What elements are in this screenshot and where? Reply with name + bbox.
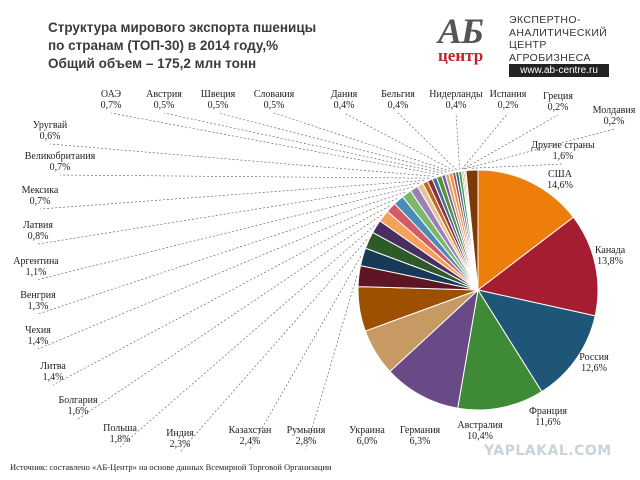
leader-line bbox=[398, 113, 457, 170]
leader-line bbox=[164, 113, 443, 173]
slice-label: США bbox=[548, 169, 572, 180]
leader-line bbox=[111, 113, 438, 175]
slice-label: ОАЭ bbox=[100, 89, 122, 100]
slice-value-label: 0,4% bbox=[333, 100, 355, 111]
slice-value-label: 6,3% bbox=[409, 436, 431, 447]
slice-value-label: 11,6% bbox=[535, 417, 561, 428]
slice-label: Молдавия bbox=[592, 105, 636, 116]
logo-mark-text: АБ bbox=[438, 11, 483, 51]
slice-value-label: 0,5% bbox=[153, 100, 175, 111]
slice-label: Дания bbox=[330, 89, 358, 100]
slice-label: Венгрия bbox=[20, 290, 56, 301]
slice-value-label: 6,0% bbox=[356, 436, 378, 447]
slice-value-label: 1,4% bbox=[42, 372, 64, 383]
slice-label: Латвия bbox=[22, 220, 54, 231]
leader-line bbox=[344, 113, 454, 171]
slice-value-label: 0,5% bbox=[207, 100, 229, 111]
slice-value-label: 1,4% bbox=[27, 336, 49, 347]
slice-value-label: 12,6% bbox=[581, 363, 607, 374]
leader-line bbox=[472, 164, 563, 168]
slice-label: Бельгия bbox=[381, 89, 415, 100]
slice-value-label: 10,4% bbox=[467, 431, 493, 442]
slice-label: Греция bbox=[543, 91, 573, 102]
source-note: Источник: составлено «АБ-Центр» на основе данных Всемирной Торговой Организации bbox=[10, 462, 332, 472]
slice-value-label: 0,7% bbox=[49, 162, 71, 173]
slice-value-label: 2,3% bbox=[169, 439, 191, 450]
slice-label: Словакия bbox=[253, 89, 295, 100]
logo-line1: ЭКСПЕРТНО- bbox=[509, 14, 581, 26]
slice-value-label: 1,6% bbox=[552, 151, 574, 162]
slice-value-label: 1,8% bbox=[109, 434, 131, 445]
logo-line2: АНАЛИТИЧЕСКИЙ bbox=[509, 26, 608, 39]
slice-value-label: 0,6% bbox=[39, 131, 61, 142]
logo-line4: АГРОБИЗНЕСА bbox=[509, 51, 591, 64]
leader-line bbox=[274, 113, 450, 171]
chart-title-line2: по странам (ТОП-30) в 2014 году,% bbox=[48, 38, 279, 53]
leader-line bbox=[456, 113, 460, 169]
slice-label: Швеция bbox=[200, 89, 236, 100]
leader-line bbox=[462, 113, 508, 169]
watermark: YAPLAKAL.COM bbox=[484, 443, 612, 459]
slice-label: Нидерланды bbox=[429, 89, 483, 100]
slice-label: Индия bbox=[166, 428, 194, 439]
slice-label: Казахстан bbox=[228, 425, 272, 436]
leader-line bbox=[78, 215, 382, 419]
slice-value-label: 0,2% bbox=[547, 102, 569, 113]
slice-label: Румыния bbox=[286, 425, 326, 436]
slice-value-label: 0,7% bbox=[100, 100, 122, 111]
leader-line bbox=[218, 113, 447, 172]
slice-value-label: 1,3% bbox=[27, 301, 49, 312]
slice-value-label: 1,1% bbox=[25, 267, 47, 278]
slice-value-label: 0,7% bbox=[29, 196, 51, 207]
slice-label: Болгария bbox=[58, 395, 98, 406]
slice-label: Мексика bbox=[21, 185, 59, 196]
slice-value-label: 2,4% bbox=[239, 436, 261, 447]
leader-line bbox=[250, 256, 361, 449]
slice-value-label: 0,4% bbox=[387, 100, 409, 111]
slice-label: Канада bbox=[594, 245, 626, 256]
slice-label: Испания bbox=[489, 89, 527, 100]
chart-title-line3: Общий объем – 175,2 млн тонн bbox=[48, 56, 257, 71]
slice-label: Украина bbox=[349, 425, 385, 436]
leader-line bbox=[50, 144, 434, 176]
slice-value-label: 0,2% bbox=[603, 116, 625, 127]
slice-label: Другие страны bbox=[531, 140, 595, 151]
leader-line bbox=[180, 239, 367, 452]
slice-label: Уругвай bbox=[32, 120, 68, 131]
slice-label: Франция bbox=[529, 406, 567, 417]
logo-centr: центр bbox=[438, 46, 484, 65]
pie-slices bbox=[358, 170, 598, 410]
slice-value-label: 0,2% bbox=[497, 100, 519, 111]
slice-label: Польша bbox=[103, 423, 137, 434]
slice-label: Россия bbox=[579, 352, 609, 363]
chart-title-line1: Структура мирового экспорта пшеницы bbox=[48, 20, 317, 35]
slice-value-label: 13,8% bbox=[597, 256, 623, 267]
slice-label: Австралия bbox=[457, 420, 503, 431]
leader-line bbox=[60, 175, 429, 178]
slice-label: Австрия bbox=[146, 89, 182, 100]
logo-line3: ЦЕНТР bbox=[509, 39, 547, 51]
slice-label: Великобритания bbox=[24, 151, 96, 162]
leader-line bbox=[38, 199, 397, 349]
leader-line bbox=[53, 206, 390, 385]
slice-value-label: 14,6% bbox=[547, 180, 573, 191]
slice-label: Германия bbox=[399, 425, 441, 436]
leader-line bbox=[36, 187, 413, 280]
slice-value-label: 0,8% bbox=[27, 231, 49, 242]
slice-label: Литва bbox=[40, 361, 66, 372]
slice-value-label: 1,6% bbox=[67, 406, 89, 417]
leader-line bbox=[120, 226, 375, 448]
slice-value-label: 0,4% bbox=[445, 100, 467, 111]
slice-value-label: 2,8% bbox=[295, 436, 317, 447]
slice-label: Аргентина bbox=[13, 256, 59, 267]
leader-line bbox=[306, 276, 357, 449]
logo-url: www.ab-centre.ru bbox=[509, 64, 609, 77]
leader-line bbox=[38, 192, 405, 314]
slice-label: Чехия bbox=[25, 325, 51, 336]
slice-value-label: 0,5% bbox=[263, 100, 285, 111]
leader-line bbox=[38, 183, 419, 244]
